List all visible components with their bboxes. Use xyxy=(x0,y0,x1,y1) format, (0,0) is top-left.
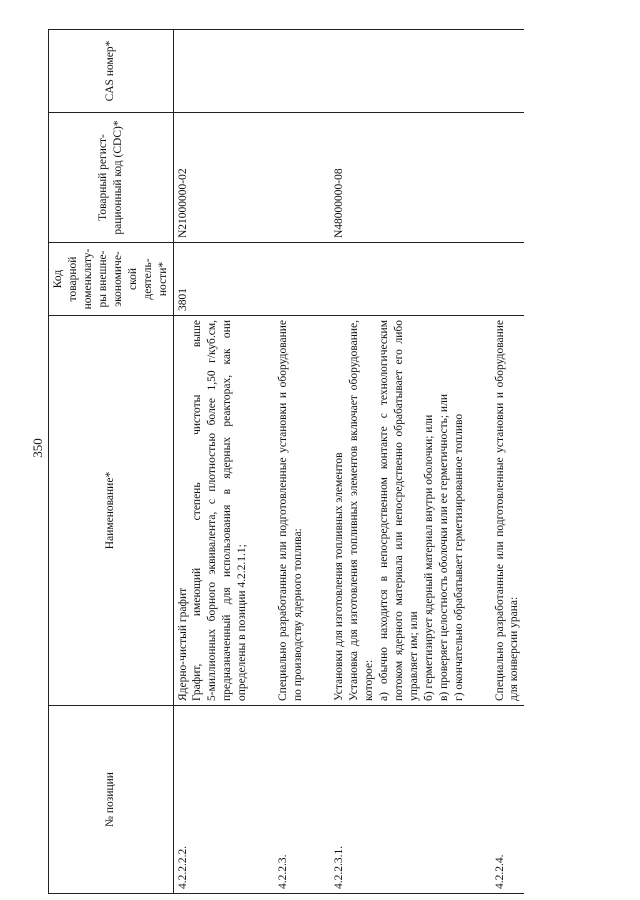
item-description: 5-миллионных борного эквивалента, с плотностью более 1,50 г/куб.см, предназначенный для использования в ядерных реакторах, как они определены в позиции 4.2.2.1.1; xyxy=(206,320,249,701)
header-cdc: Товарный регист-рационный код (CDC)* xyxy=(49,113,174,243)
items-table xyxy=(48,29,524,894)
item-first-line xyxy=(190,320,205,701)
row-hs-code xyxy=(491,243,525,316)
row-position: 4.2.2.2.2. xyxy=(173,706,252,894)
header-cas: CAS номер* xyxy=(49,30,174,113)
table-container xyxy=(48,30,606,894)
word: имеющий xyxy=(191,567,204,617)
word: выше xyxy=(191,320,204,348)
row-cas xyxy=(330,30,468,113)
table-row xyxy=(173,30,252,894)
row-name xyxy=(330,316,468,706)
spacer-row xyxy=(252,30,274,894)
item-clause-v: в) проверяет целостность оболочки или ее герметичность; или xyxy=(437,394,450,701)
item-intro: Установка для изготовления топливных элементов включает оборудование, которое: xyxy=(348,320,375,701)
rotated-page xyxy=(48,30,606,894)
row-cas xyxy=(173,30,252,113)
item-title: Ядерно-чистый графит xyxy=(176,587,189,701)
table-row xyxy=(491,30,525,894)
page-number: 350 xyxy=(29,438,45,458)
spacer-row xyxy=(308,30,330,894)
row-position: 4.2.2.3.1. xyxy=(330,706,468,894)
row-cas xyxy=(274,30,308,113)
row-hs-code xyxy=(330,243,468,316)
word: чистоты xyxy=(191,394,204,435)
row-cdc xyxy=(491,113,525,243)
row-cdc: N21000000-02 xyxy=(173,113,252,243)
header-hs-code: Код товарной номенклату-ры внешне-экономиче-ской деятель-ности* xyxy=(49,243,174,316)
item-title: Установки для изготовления топливных элементов xyxy=(333,452,346,701)
row-position: 4.2.2.3. xyxy=(274,706,308,894)
header-position: № позиции xyxy=(49,706,174,894)
item-clause-g: г) окончательно обрабатывает герметизированное топливо xyxy=(452,413,465,701)
word: степень xyxy=(191,482,204,521)
row-cas xyxy=(491,30,525,113)
row-name: Специально разработанные или подготовленные установки и оборудование для конверсии урана: xyxy=(491,316,525,706)
header-name: Наименование* xyxy=(49,316,174,706)
row-name: Специально разработанные или подготовленные установки и оборудование по производству ядерного топлива: xyxy=(274,316,308,706)
item-clause-b: б) герметизирует ядерный материал внутри оболочки; или xyxy=(422,414,435,701)
item-clause-a: а) обычно находится в непосредственном контакте с технологическим потоком ядерного материала или непосредственно обрабатывает его либо управляет им; или xyxy=(377,320,420,701)
row-cdc xyxy=(274,113,308,243)
header-row xyxy=(49,30,174,894)
row-hs-code: 3801 xyxy=(173,243,252,316)
row-hs-code xyxy=(274,243,308,316)
table-row xyxy=(274,30,308,894)
row-name xyxy=(173,316,252,706)
table-row xyxy=(330,30,468,894)
row-position: 4.2.2.4. xyxy=(491,706,525,894)
word: Графит, xyxy=(191,663,204,701)
row-cdc: N48000000-08 xyxy=(330,113,468,243)
spacer-row xyxy=(469,30,491,894)
